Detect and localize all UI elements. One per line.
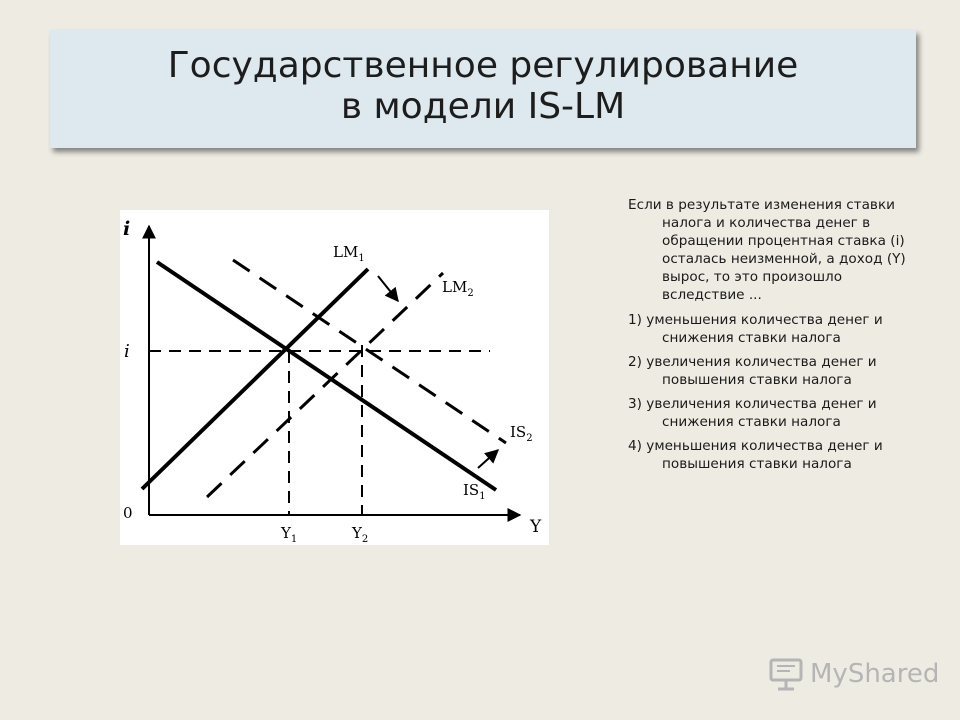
myshared-watermark bbox=[768, 656, 939, 692]
is-lm-diagram-svg bbox=[120, 210, 549, 545]
is2-label: $IS_2$ bbox=[510, 423, 533, 444]
answer-option-3: 3) увеличения количества денег и снижения ставки налога bbox=[628, 396, 877, 430]
question-stem: Если в результате изменения ставки налога и количества денег в обращении процентная ставка (i) осталась неизменной, а доход (Y) вырос, то это произошло вследствие ... bbox=[628, 197, 906, 303]
presentation-board-icon bbox=[768, 657, 804, 691]
is-shift-arrow bbox=[478, 450, 498, 468]
answer-option-2: 2) увеличения количества денег и повышения ставки налога bbox=[628, 354, 877, 388]
y-axis-label: i bbox=[123, 218, 131, 240]
lm2-label: $LM_2$ bbox=[442, 278, 474, 299]
slide-title-line-1: Государственное регулирование bbox=[167, 45, 799, 86]
lm1-label: $LM_1$ bbox=[333, 243, 365, 264]
lm2-curve bbox=[207, 273, 443, 497]
answer-option-1: 1) уменьшения количества денег и снижения ставки налога bbox=[628, 312, 883, 346]
x-axis-label: Y bbox=[530, 517, 542, 537]
origin-label: 0 bbox=[123, 504, 133, 522]
is1-curve bbox=[157, 262, 496, 490]
slide-title-line-2: в модели IS-LM bbox=[340, 86, 626, 127]
is-lm-diagram bbox=[120, 210, 549, 545]
answer-option-4: 4) уменьшения количества денег и повышения ставки налога bbox=[628, 438, 883, 472]
is1-label: $IS_1$ bbox=[463, 481, 486, 502]
question-block bbox=[628, 196, 918, 479]
lm-shift-arrow bbox=[378, 276, 398, 301]
y2-tick-label: $Y_2$ bbox=[352, 524, 369, 545]
title-banner bbox=[50, 30, 916, 148]
rate-level-label: i bbox=[124, 341, 130, 362]
watermark-brand: MyShared bbox=[810, 659, 940, 689]
y1-tick-label: $Y_1$ bbox=[281, 524, 298, 545]
